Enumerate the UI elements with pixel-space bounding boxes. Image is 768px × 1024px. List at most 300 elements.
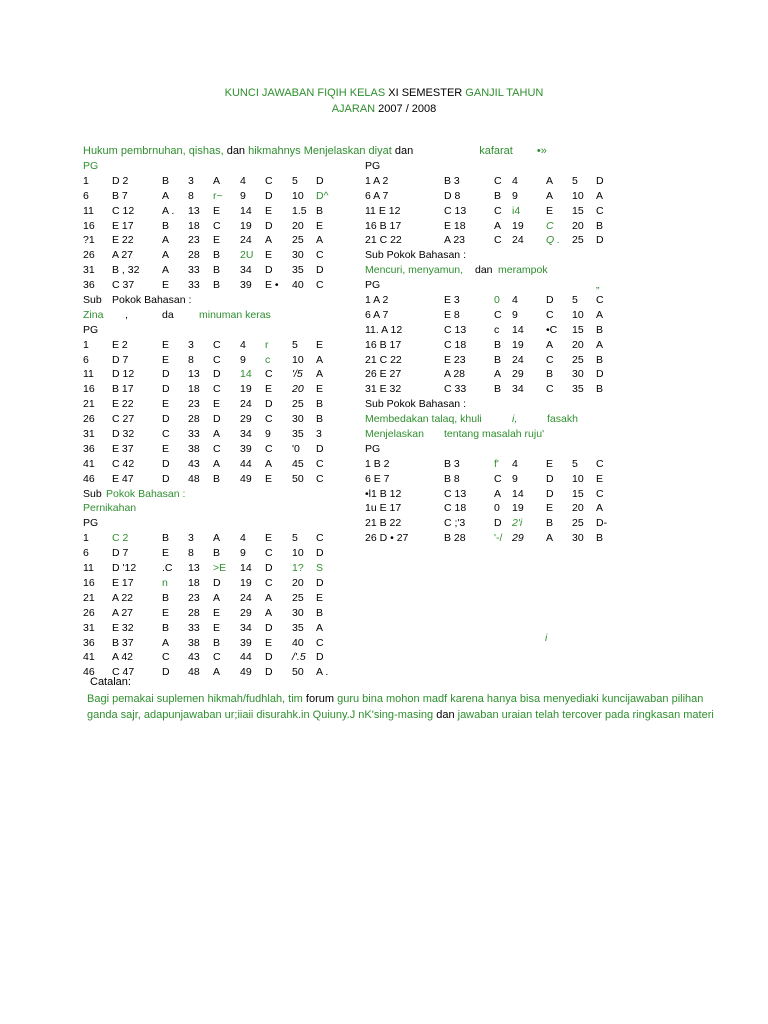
heading-text: minuman keras <box>199 308 271 321</box>
answer-cell: 8 <box>188 353 194 366</box>
answer-cell: 39 <box>240 279 252 292</box>
answer-cell: C <box>316 249 324 262</box>
answer-cell: 29 <box>512 368 524 381</box>
answer-cell: 26 <box>83 606 95 619</box>
answer-cell: B , 32 <box>112 264 140 277</box>
answer-cell: D <box>316 651 324 664</box>
heading-text: i, <box>512 413 518 426</box>
answer-cell: 16 B 17 <box>365 219 402 232</box>
answer-cell: .C <box>162 562 173 575</box>
answer-cell: A <box>213 457 221 470</box>
answer-cell: r <box>265 338 269 351</box>
answer-cell: E <box>316 591 324 604</box>
note-segment: bina mohon madf karena hanya bisa menyediaki kuncijawaban pilihan ganda sajr, adapunjawaban ur;iiaii disurahk.in Quiuny.J nK'sing-masing <box>87 693 704 721</box>
answer-cell: A <box>265 457 273 470</box>
answer-cell: B <box>213 264 221 277</box>
answer-cell: C <box>213 383 221 396</box>
note-segment: guru <box>337 693 360 705</box>
answer-cell: f' <box>494 457 499 470</box>
answer-cell: 24 <box>512 234 524 247</box>
answer-cell: D 8 <box>444 189 461 202</box>
answer-cell: D <box>162 472 170 485</box>
answer-cell: 5 <box>292 532 298 545</box>
answer-cell: D 7 <box>112 547 129 560</box>
answer-cell: B <box>213 636 221 649</box>
answer-cell: E <box>213 204 221 217</box>
answer-cell: r~ <box>213 189 223 202</box>
answer-cell: B <box>213 279 221 292</box>
answer-cell: E 47 <box>112 472 134 485</box>
answer-cell: 14 <box>240 368 252 381</box>
answer-cell: B <box>316 413 324 426</box>
answer-cell: 19 <box>240 576 252 589</box>
answer-cell: 15 <box>572 204 584 217</box>
answer-cell: 5 <box>292 338 298 351</box>
title-line-1 <box>0 86 768 102</box>
answer-cell: 33 <box>188 428 200 441</box>
answer-cell: 50 <box>292 472 304 485</box>
answer-cell: D <box>596 368 604 381</box>
answer-cell: E 32 <box>112 621 134 634</box>
answer-cell: 0 <box>494 502 500 515</box>
answer-cell: C <box>494 308 502 321</box>
answer-cell: 41 <box>83 457 95 470</box>
answer-cell: 23 <box>188 398 200 411</box>
answer-cell: D <box>213 576 221 589</box>
answer-cell: C 37 <box>112 279 135 292</box>
answer-cell: 43 <box>188 457 200 470</box>
answer-cell: E 17 <box>112 576 134 589</box>
answer-cell: E <box>265 472 273 485</box>
answer-cell: D <box>265 621 273 634</box>
answer-cell: E <box>265 636 273 649</box>
answer-cell: D <box>494 517 502 530</box>
answer-cell: B <box>494 353 502 366</box>
answer-cell: 48 <box>188 666 200 679</box>
answer-cell: 3 <box>188 532 194 545</box>
heading-text: dan <box>475 264 493 277</box>
answer-cell: B 3 <box>444 457 460 470</box>
answer-cell: B 3 <box>444 174 460 187</box>
answer-cell: E 2 <box>112 338 128 351</box>
answer-cell: C <box>213 442 221 455</box>
answer-cell: E <box>162 606 170 619</box>
heading-text: fasakh <box>547 413 578 426</box>
answer-cell: 31 E 32 <box>365 383 402 396</box>
answer-cell: D <box>546 487 554 500</box>
title-line-2 <box>0 102 768 118</box>
answer-cell: 18 <box>188 219 200 232</box>
answer-cell: E <box>162 353 170 366</box>
answer-cell: B <box>546 368 554 381</box>
answer-cell: 0 <box>494 294 500 307</box>
answer-cell: 25 <box>572 353 584 366</box>
answer-cell: 44 <box>240 651 252 664</box>
answer-cell: 19 <box>512 502 524 515</box>
answer-cell: Q . <box>546 234 561 247</box>
heading-text: Sub Pokok Bahasan : <box>365 249 466 262</box>
answer-cell: C <box>546 308 554 321</box>
answer-cell: 4 <box>240 532 246 545</box>
answer-cell: D <box>213 368 221 381</box>
answer-cell: A <box>546 338 554 351</box>
answer-cell: 16 <box>83 383 95 396</box>
answer-cell: C 33 <box>444 383 467 396</box>
answer-cell: D <box>265 651 273 664</box>
answer-cell: 31 <box>83 428 95 441</box>
answer-cell: 3 <box>188 338 194 351</box>
document-title <box>0 86 768 117</box>
answer-cell: 26 E 27 <box>365 368 402 381</box>
answer-cell: 35 <box>292 428 304 441</box>
answer-cell: E <box>546 457 554 470</box>
answer-cell: 36 <box>83 636 95 649</box>
answer-cell: 10 <box>292 353 304 366</box>
heading-text: Sub <box>83 487 102 500</box>
answer-cell: 24 <box>240 591 252 604</box>
answer-cell: B <box>162 219 170 232</box>
answer-cell: C 47 <box>112 666 135 679</box>
answer-cell: B <box>494 189 502 202</box>
stray-mark: i <box>545 632 548 644</box>
answer-cell: 11 <box>83 204 94 217</box>
answer-cell: E <box>162 442 170 455</box>
answer-cell: B 7 <box>112 189 128 202</box>
answer-cell: 11. A 12 <box>365 323 403 336</box>
answer-cell: 38 <box>188 442 200 455</box>
answer-cell: E <box>162 338 170 351</box>
answer-cell: 11 <box>83 562 94 575</box>
answer-cell: A <box>265 591 273 604</box>
note-section <box>87 674 727 723</box>
answer-cell: B <box>213 249 221 262</box>
answer-cell: 34 <box>240 621 252 634</box>
heading-text: „ <box>596 279 600 292</box>
answer-cell: C <box>316 279 324 292</box>
answer-cell: A <box>213 666 221 679</box>
answer-cell: C <box>213 651 221 664</box>
answer-cell: A 28 <box>444 368 466 381</box>
answer-cell: 6 <box>83 547 89 560</box>
answer-cell: 1 <box>83 174 89 187</box>
answer-cell: D <box>265 398 273 411</box>
answer-cell: E <box>213 234 221 247</box>
title-segment: 2007 / 2008 <box>375 102 437 115</box>
answer-cell: B <box>596 219 604 232</box>
answer-cell: D 7 <box>112 353 129 366</box>
answer-cell: 1? <box>292 562 304 575</box>
answer-cell: 10 <box>572 472 584 485</box>
answer-cell: 6 <box>83 189 89 202</box>
answer-cell: 2U <box>240 249 254 262</box>
answer-cell: D 2 <box>112 174 129 187</box>
answer-cell: B <box>213 547 221 560</box>
answer-cell: E <box>596 472 604 485</box>
answer-cell: 35 <box>292 621 304 634</box>
answer-cell: 15 <box>572 323 584 336</box>
answer-cell: E 17 <box>112 219 134 232</box>
note-segment: Bagi pemakai suplemen hikmah/fudhlah, tim <box>87 693 303 705</box>
answer-cell: 2'i <box>512 517 523 530</box>
answer-cell: 11 <box>83 368 94 381</box>
answer-cell: 10 <box>572 308 584 321</box>
answer-cell: C <box>316 636 324 649</box>
answer-cell: C 18 <box>444 338 467 351</box>
note-label: Catalan: <box>90 676 131 688</box>
answer-cell: B <box>316 204 324 217</box>
answer-cell: 20 <box>572 219 584 232</box>
answer-cell: ?1 <box>83 234 95 247</box>
answer-cell: 16 <box>83 219 95 232</box>
answer-cell: D- <box>596 517 608 530</box>
heading-text: da <box>162 308 174 321</box>
answer-cell: D <box>316 576 324 589</box>
answer-cell: D <box>316 547 324 560</box>
answer-cell: C <box>316 472 324 485</box>
answer-cell: >E <box>213 562 227 575</box>
answer-cell: •l1 B 12 <box>365 487 402 500</box>
answer-cell: 9 <box>240 353 246 366</box>
heading-text: PG <box>365 442 381 455</box>
answer-cell: B 28 <box>444 532 466 545</box>
note-segment: forum <box>302 693 338 705</box>
heading-text: Menjelaskan <box>365 428 424 441</box>
answer-cell: 10 <box>292 547 304 560</box>
heading-text: PG <box>83 160 99 172</box>
answer-cell: 13 <box>188 562 200 575</box>
answer-cell: C <box>596 294 604 307</box>
answer-cell: D <box>316 264 324 277</box>
answer-cell: 30 <box>292 606 304 619</box>
answer-cell: D <box>546 472 554 485</box>
answer-cell: 50 <box>292 666 304 679</box>
answer-cell: 21 C 22 <box>365 234 402 247</box>
answer-cell: A <box>316 234 324 247</box>
answer-cell: 1 <box>83 532 89 545</box>
answer-cell: 28 <box>188 249 200 262</box>
title-segment: XI SEMESTER <box>385 87 466 99</box>
answer-cell: 49 <box>240 472 252 485</box>
answer-cell: E 37 <box>112 442 134 455</box>
answer-cell: 31 <box>83 621 95 634</box>
answer-cell: B <box>596 383 604 396</box>
answer-cell: 16 B 17 <box>365 338 402 351</box>
answer-cell: C <box>265 442 273 455</box>
topic-heading <box>83 144 547 159</box>
answer-cell: B <box>596 323 604 336</box>
heading-text: merampok <box>498 264 548 277</box>
answer-cell: 35 <box>292 264 304 277</box>
answer-cell: E 18 <box>444 219 466 232</box>
answer-cell: 30 <box>292 413 304 426</box>
title-segment: KUNCI JAWABAN FIQIH KELAS <box>224 87 386 99</box>
answer-cell: B <box>494 383 502 396</box>
answer-cell: 11 E 12 <box>365 204 401 217</box>
answer-cell: 1u E 17 <box>365 502 402 515</box>
answer-cell: C <box>162 428 170 441</box>
answer-cell: 5 <box>572 457 578 470</box>
answer-cell: 20 <box>292 383 304 396</box>
answer-cell: B <box>162 532 170 545</box>
answer-cell: D <box>162 413 170 426</box>
answer-cell: C <box>596 457 604 470</box>
answer-cell: 4 <box>240 174 246 187</box>
answer-cell: D <box>546 294 554 307</box>
answer-cell: B <box>162 621 170 634</box>
answer-cell: D <box>596 174 604 187</box>
answer-cell: 3 <box>188 174 194 187</box>
answer-cell: A <box>546 189 554 202</box>
answer-cell: 5 <box>572 174 578 187</box>
answer-cell: B <box>596 353 604 366</box>
heading-text: Pokok Bahasan : <box>106 487 186 500</box>
answer-cell: 10 <box>572 189 584 202</box>
answer-cell: 48 <box>188 472 200 485</box>
answer-cell: 24 <box>240 234 252 247</box>
answer-cell: C 13 <box>444 487 467 500</box>
answer-cell: A 27 <box>112 606 134 619</box>
answer-cell: D <box>265 189 273 202</box>
answer-cell: C <box>265 413 273 426</box>
answer-cell: 9 <box>240 189 246 202</box>
answer-cell: E <box>265 249 273 262</box>
answer-cell: C 2 <box>112 532 129 545</box>
answer-cell: A <box>162 264 170 277</box>
answer-cell: 49 <box>240 666 252 679</box>
answer-cell: A <box>316 621 324 634</box>
answer-cell: 36 <box>83 279 95 292</box>
answer-cell: D 32 <box>112 428 135 441</box>
answer-cell: 20 <box>572 502 584 515</box>
note-segment: jawaban uraian telah tercover pada ringkasan materi <box>457 709 714 721</box>
answer-cell: 4 <box>512 174 518 187</box>
answer-cell: C 13 <box>444 204 467 217</box>
answer-cell: E <box>162 398 170 411</box>
answer-cell: A <box>596 308 604 321</box>
answer-cell: 8 <box>188 189 194 202</box>
answer-cell: A . <box>162 204 175 217</box>
answer-cell: 33 <box>188 264 200 277</box>
answer-cell: 26 <box>83 249 95 262</box>
answer-cell: 9 <box>512 472 518 485</box>
answer-cell: 1 <box>83 338 89 351</box>
answer-cell: A <box>265 234 273 247</box>
answer-cell: 34 <box>240 428 252 441</box>
answer-cell: E <box>316 338 324 351</box>
answer-cell: 6 E 7 <box>365 472 390 485</box>
answer-cell: c <box>494 323 500 336</box>
answer-cell: 1 B 2 <box>365 457 390 470</box>
answer-cell: A <box>316 353 324 366</box>
answer-cell: C <box>316 532 324 545</box>
answer-cell: C <box>546 219 554 232</box>
answer-cell: A <box>213 428 221 441</box>
answer-cell: 23 <box>188 234 200 247</box>
answer-cell: 10 <box>292 189 304 202</box>
answer-cell: 18 <box>188 576 200 589</box>
answer-cell: 4 <box>512 457 518 470</box>
answer-cell: D <box>265 264 273 277</box>
answer-cell: C ;'3 <box>444 517 466 530</box>
answer-cell: E <box>265 532 273 545</box>
answer-cell: D <box>162 383 170 396</box>
answer-cell: E <box>316 219 324 232</box>
answer-cell: B <box>546 517 554 530</box>
answer-cell: C <box>265 174 273 187</box>
answer-cell: 16 <box>83 576 95 589</box>
answer-cell: D <box>596 234 604 247</box>
answer-cell: A <box>213 174 221 187</box>
answer-cell: 14 <box>512 487 524 500</box>
answer-cell: '/5 <box>292 368 303 381</box>
answer-cell: 34 <box>240 264 252 277</box>
answer-cell: 13 <box>188 204 200 217</box>
answer-cell: 34 <box>512 383 524 396</box>
answer-cell: 25 <box>292 398 304 411</box>
answer-cell: D <box>265 562 273 575</box>
answer-cell: 20 <box>292 576 304 589</box>
answer-cell: A <box>213 591 221 604</box>
answer-cell: 25 <box>292 234 304 247</box>
answer-cell: C 12 <box>112 204 135 217</box>
answer-cell: 35 <box>572 383 584 396</box>
answer-cell: 41 <box>83 651 95 664</box>
heading-text: Sub <box>83 294 102 307</box>
answer-cell: C 42 <box>112 457 135 470</box>
answer-cell: E 22 <box>112 234 134 247</box>
answer-cell: i4 <box>512 204 521 217</box>
answer-cell: A 42 <box>112 651 134 664</box>
answer-cell: B <box>494 338 502 351</box>
answer-cell: 24 <box>240 398 252 411</box>
answer-cell: B <box>162 174 170 187</box>
answer-cell: A <box>596 189 604 202</box>
answer-cell: 20 <box>572 338 584 351</box>
answer-cell: C <box>494 234 502 247</box>
answer-cell: 8 <box>188 547 194 560</box>
heading-text: Sub Pokok Bahasan : <box>365 398 466 411</box>
answer-cell: C 27 <box>112 413 135 426</box>
answer-cell: 9 <box>512 308 518 321</box>
answer-cell: B <box>213 472 221 485</box>
answer-cell: C <box>265 368 273 381</box>
answer-cell: C <box>546 383 554 396</box>
heading-text: PG <box>83 517 99 530</box>
answer-cell: D <box>265 219 273 232</box>
answer-cell: E <box>162 279 170 292</box>
answer-cell: 1.5 <box>292 204 307 217</box>
answer-cell: D <box>162 368 170 381</box>
answer-cell: 28 <box>188 413 200 426</box>
answer-cell: 19 <box>512 338 524 351</box>
answer-cell: 9 <box>265 428 271 441</box>
answer-cell: E <box>316 383 324 396</box>
heading-text: tentang masalah ruju' <box>444 428 545 441</box>
answer-cell: 20 <box>292 219 304 232</box>
answer-cell: C <box>213 338 221 351</box>
answer-cell: 45 <box>292 457 304 470</box>
answer-cell: B <box>162 591 170 604</box>
answer-cell: 46 <box>83 666 95 679</box>
answer-cell: A <box>162 636 170 649</box>
answer-cell: C <box>265 576 273 589</box>
answer-cell: 9 <box>512 189 518 202</box>
answer-cell: 5 <box>292 174 298 187</box>
answer-cell: A . <box>316 666 329 679</box>
answer-cell: 14 <box>240 562 252 575</box>
answer-cell: E <box>213 621 221 634</box>
answer-cell: 21 <box>83 398 95 411</box>
